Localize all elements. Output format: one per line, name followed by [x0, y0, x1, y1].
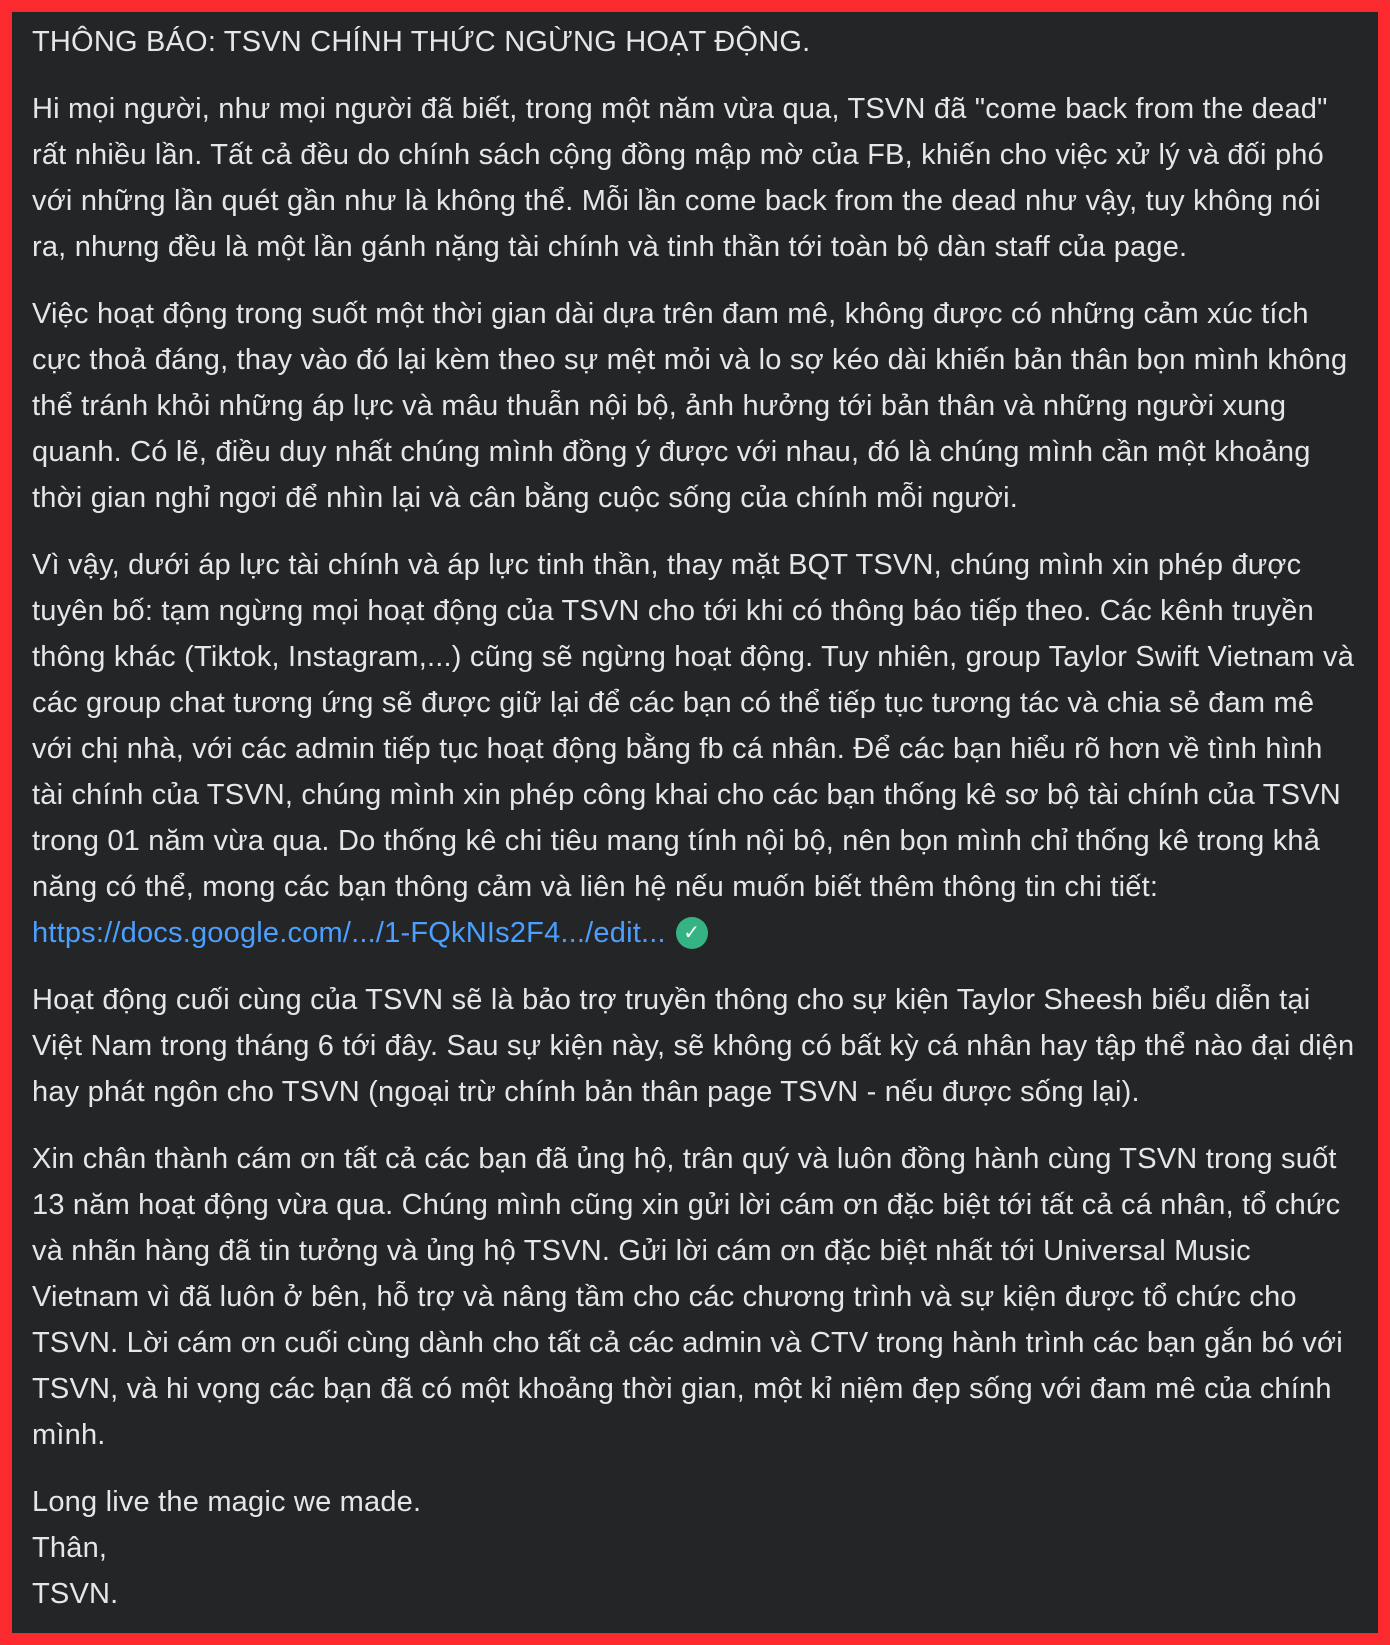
- check-circle-icon: [676, 917, 708, 949]
- post-paragraph: Hoạt động cuối cùng của TSVN sẽ là bảo trợ truyền thông cho sự kiện Taylor Sheesh biểu diễn tại Việt Nam trong tháng 6 tới đây. Sau sự kiện này, sẽ không có bất kỳ cá nhân hay tập thể nào đại diện hay phát ngôn cho TSVN (ngoại trừ chính bản thân page TSVN - nếu được sống lại).: [32, 984, 1355, 1108]
- check-glyph: ✓: [683, 922, 701, 944]
- post-title: THÔNG BÁO: TSVN CHÍNH THỨC NGỪNG HOẠT ĐỘNG.: [32, 26, 811, 58]
- link-row: [32, 910, 1358, 956]
- post-paragraph: Xin chân thành cám ơn tất cả các bạn đã ủng hộ, trân quý và luôn đồng hành cùng TSVN trong suốt 13 năm hoạt động vừa qua. Chúng mình cũng xin gửi lời cám ơn đặc biệt tới tất cả cá nhân, tổ chức và nhãn hàng đã tin tưởng và ủng hộ TSVN. Gửi lời cám ơn đặc biệt nhất tới Universal Music Vietnam vì đã luôn ở bên, hỗ trợ và nâng tầm cho các chương trình và sự kiện được tổ chức cho TSVN. Lời cám ơn cuối cùng dành cho tất cả các admin và CTV trong hành trình các bạn gắn bó với TSVN, và hi vọng các bạn đã có một khoảng thời gian, một kỉ niệm đẹp sống với đam mê của chính mình.: [32, 1143, 1343, 1451]
- closing-line: Long live the magic we made.: [32, 1486, 422, 1518]
- post-paragraph: Vì vậy, dưới áp lực tài chính và áp lực tinh thần, thay mặt BQT TSVN, chúng mình xin phép được tuyên bố: tạm ngừng mọi hoạt động của TSVN cho tới khi có thông báo tiếp theo. Các kênh truyền thông khác (Tiktok, Instagram,...) cũng sẽ ngừng hoạt động. Tuy nhiên, group Taylor Swift Vietnam và các group chat tương ứng sẽ được giữ lại để các bạn có thể tiếp tục tương tác và chia sẻ đam mê với chị nhà, với các admin tiếp tục hoạt động bằng fb cá nhân. Để các bạn hiểu rõ hơn về tình hình tài chính của TSVN, chúng mình xin phép công khai cho các bạn thống kê sơ bộ tài chính của TSVN trong 01 năm vừa qua. Do thống kê chi tiêu mang tính nội bộ, nên bọn mình chỉ thống kê trong khả năng có thể, mong các bạn thông cảm và liên hệ nếu muốn biết thêm thông tin chi tiết:: [32, 549, 1355, 903]
- post-paragraph: Việc hoạt động trong suốt một thời gian dài dựa trên đam mê, không được có những cảm xúc tích cực thoả đáng, thay vào đó lại kèm theo sự mệt mỏi và lo sợ kéo dài khiến bản thân bọn mình không thể tránh khỏi những áp lực và mâu thuẫn nội bộ, ảnh hưởng tới bản thân và những người xung quanh. Có lẽ, điều duy nhất chúng mình đồng ý được với nhau, đó là chúng mình cần một khoảng thời gian nghỉ ngơi để nhìn lại và cân bằng cuộc sống của chính mỗi người.: [32, 298, 1348, 514]
- google-docs-link[interactable]: https://docs.google.com/.../1-FQkNIs2F4.../edit...: [32, 917, 666, 949]
- closing-line: TSVN.: [32, 1578, 119, 1610]
- closing-line: Thân,: [32, 1532, 108, 1564]
- post-closing: [32, 1479, 1358, 1617]
- post-paragraph: Hi mọi người, như mọi người đã biết, trong một năm vừa qua, TSVN đã "come back from the dead" rất nhiều lần. Tất cả đều do chính sách cộng đồng mập mờ của FB, khiến cho việc xử lý và đối phó với những lần quét gần như là không thể. Mỗi lần come back from the dead như vậy, tuy không nói ra, nhưng đều là một lần gánh nặng tài chính và tinh thần tới toàn bộ dàn staff của page.: [32, 93, 1328, 263]
